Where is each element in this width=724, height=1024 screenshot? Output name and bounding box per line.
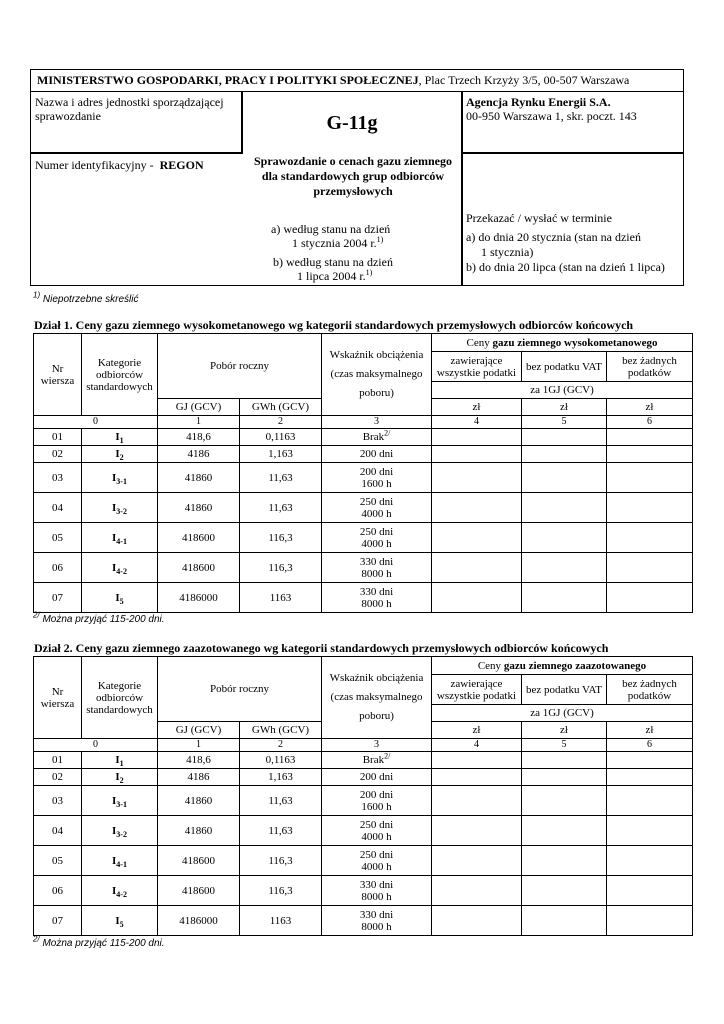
price-no-vat-input[interactable] xyxy=(522,769,607,786)
price-no-taxes-input[interactable] xyxy=(607,446,693,463)
row-gj: 418600 xyxy=(158,846,240,876)
row-category: $I_{3-1}$ xyxy=(82,463,158,493)
col-price-no-vat: bez podatku VAT xyxy=(522,352,607,382)
row-load-factor: 250 dni 4000 h xyxy=(322,493,432,523)
row-load-factor: Brak$^{2/}$ xyxy=(322,429,432,446)
table-row xyxy=(34,493,693,523)
price-no-taxes-input[interactable] xyxy=(607,786,693,816)
row-gwh: 116,3 xyxy=(240,523,322,553)
price-no-vat-input[interactable] xyxy=(522,583,607,613)
price-all-taxes-input[interactable] xyxy=(432,876,522,906)
row-category: $I_{4-1}$ xyxy=(82,523,158,553)
agency: Agencja Rynku Energii S.A. 00-950 Warszawa 1, skr. poczt. 143 xyxy=(466,95,637,123)
row-category: $I_2$ xyxy=(82,769,158,786)
row-gwh: 11,63 xyxy=(240,463,322,493)
row-load-factor: 250 dni 4000 h xyxy=(322,816,432,846)
price-no-vat-input[interactable] xyxy=(522,786,607,816)
row-number: 05 xyxy=(34,846,82,876)
price-no-taxes-input[interactable] xyxy=(607,523,693,553)
price-group-header: Ceny gazu ziemnego zaazotowanego xyxy=(432,657,693,675)
price-no-vat-input[interactable] xyxy=(522,752,607,769)
col-annual-header: Pobór roczny xyxy=(158,657,322,722)
row-number: 07 xyxy=(34,583,82,613)
row-number: 03 xyxy=(34,463,82,493)
col-annual-header: Pobór roczny xyxy=(158,334,322,399)
price-no-taxes-input[interactable] xyxy=(607,816,693,846)
table-row xyxy=(34,876,693,906)
row-load-factor: 200 dni xyxy=(322,446,432,463)
col-price-all-taxes: zawierające wszystkie podatki xyxy=(432,675,522,705)
price-no-taxes-input[interactable] xyxy=(607,846,693,876)
row-gj: 41860 xyxy=(158,493,240,523)
price-no-vat-input[interactable] xyxy=(522,876,607,906)
price-all-taxes-input[interactable] xyxy=(432,523,522,553)
row-load-factor: 200 dni 1600 h xyxy=(322,786,432,816)
price-no-vat-input[interactable] xyxy=(522,816,607,846)
col-nr-header: Nr wiersza xyxy=(34,657,82,739)
row-number: 02 xyxy=(34,769,82,786)
row-gwh: 1163 xyxy=(240,583,322,613)
row-category: $I_5$ xyxy=(82,906,158,936)
row-load-factor: 250 dni 4000 h xyxy=(322,846,432,876)
row-number: 03 xyxy=(34,786,82,816)
row-gwh: 11,63 xyxy=(240,493,322,523)
price-no-vat-input[interactable] xyxy=(522,906,607,936)
row-number: 05 xyxy=(34,523,82,553)
col-index: 4 xyxy=(432,416,522,429)
row-gwh: 0,1163 xyxy=(240,752,322,769)
unit-zl: zł xyxy=(522,399,607,416)
unit-label: Nazwa i adres jednostki sporządzającej sprawozdanie xyxy=(35,95,224,123)
price-all-taxes-input[interactable] xyxy=(432,446,522,463)
state-b: b) według stanu na dzień 1 lipca 2004 r.$^{1)}$ xyxy=(273,255,393,283)
row-category: $I_1$ xyxy=(82,429,158,446)
report-title: Sprawozdanie o cenach gazu ziemnego dla standardowych grup odbiorców przemysłowych xyxy=(254,154,452,198)
row-category: $I_1$ xyxy=(82,752,158,769)
row-load-factor: 330 dni 8000 h xyxy=(322,583,432,613)
price-no-vat-input[interactable] xyxy=(522,446,607,463)
form-header xyxy=(30,69,684,286)
deadline: Przekazać / wysłać w terminie a) do dnia 20 stycznia (stan na dzień 1 stycznia) b) do dnia 20 lipca (stan na dzień 1 lipca) xyxy=(466,211,665,274)
row-gwh: 116,3 xyxy=(240,846,322,876)
col-index: 3 xyxy=(322,739,432,752)
table-row xyxy=(34,463,693,493)
price-no-vat-input[interactable] xyxy=(522,429,607,446)
unit-zl: zł xyxy=(432,399,522,416)
col-index: 1 xyxy=(158,739,240,752)
row-gj: 418600 xyxy=(158,523,240,553)
row-gwh: 1,163 xyxy=(240,446,322,463)
row-gj: 418600 xyxy=(158,553,240,583)
price-table xyxy=(33,333,693,613)
table-row xyxy=(34,752,693,769)
col-index: 3 xyxy=(322,416,432,429)
row-number: 06 xyxy=(34,553,82,583)
price-no-taxes-input[interactable] xyxy=(607,876,693,906)
price-table xyxy=(33,656,693,936)
price-group-header: Ceny gazu ziemnego wysokometanowego xyxy=(432,334,693,352)
row-gj: 4186 xyxy=(158,446,240,463)
per-gj-header: za 1GJ (GCV) xyxy=(432,382,693,399)
col-index: 6 xyxy=(607,739,693,752)
row-number: 01 xyxy=(34,752,82,769)
footnote-2a: $^{2/}$ Można przyjąć 115-200 dni. xyxy=(33,610,165,625)
col-index: 5 xyxy=(522,416,607,429)
price-no-vat-input[interactable] xyxy=(522,553,607,583)
col-index: 0 xyxy=(34,739,158,752)
unit-zl: zł xyxy=(607,722,693,739)
table-row xyxy=(34,816,693,846)
unit-zl: zł xyxy=(522,722,607,739)
col-index: 6 xyxy=(607,416,693,429)
col-gj-header: GJ (GCV) xyxy=(158,399,240,416)
table-row xyxy=(34,523,693,553)
row-gj: 4186000 xyxy=(158,906,240,936)
price-all-taxes-input[interactable] xyxy=(432,846,522,876)
row-category: $I_5$ xyxy=(82,583,158,613)
price-no-taxes-input[interactable] xyxy=(607,583,693,613)
row-gj: 41860 xyxy=(158,463,240,493)
row-load-factor: 250 dni 4000 h xyxy=(322,523,432,553)
row-gwh: 0,1163 xyxy=(240,429,322,446)
row-load-factor: 200 dni 1600 h xyxy=(322,463,432,493)
col-index: 2 xyxy=(240,739,322,752)
table-row xyxy=(34,429,693,446)
row-number: 04 xyxy=(34,816,82,846)
price-no-taxes-input[interactable] xyxy=(607,752,693,769)
col-nr-header: Nr wiersza xyxy=(34,334,82,416)
price-all-taxes-input[interactable] xyxy=(432,906,522,936)
row-load-factor: 330 dni 8000 h xyxy=(322,906,432,936)
row-number: 07 xyxy=(34,906,82,936)
price-all-taxes-input[interactable] xyxy=(432,429,522,446)
col-gwh-header: GWh (GCV) xyxy=(240,399,322,416)
price-no-vat-input[interactable] xyxy=(522,846,607,876)
row-gj: 418,6 xyxy=(158,429,240,446)
price-all-taxes-input[interactable] xyxy=(432,769,522,786)
row-gwh: 116,3 xyxy=(240,553,322,583)
row-gwh: 11,63 xyxy=(240,786,322,816)
price-no-taxes-input[interactable] xyxy=(607,553,693,583)
per-gj-header: za 1GJ (GCV) xyxy=(432,705,693,722)
col-gwh-header: GWh (GCV) xyxy=(240,722,322,739)
price-no-vat-input[interactable] xyxy=(522,523,607,553)
price-no-taxes-input[interactable] xyxy=(607,769,693,786)
row-gj: 4186 xyxy=(158,769,240,786)
col-index: 4 xyxy=(432,739,522,752)
row-gj: 4186000 xyxy=(158,583,240,613)
section-1-title: Dział 1. Ceny gazu ziemnego wysokometanowego wg kategorii standardowych przemysłowych odbiorców końcowych xyxy=(34,318,634,332)
col-index: 2 xyxy=(240,416,322,429)
row-gwh: 1,163 xyxy=(240,769,322,786)
row-number: 06 xyxy=(34,876,82,906)
table-row xyxy=(34,583,693,613)
price-no-vat-input[interactable] xyxy=(522,493,607,523)
row-number: 01 xyxy=(34,429,82,446)
price-all-taxes-input[interactable] xyxy=(432,463,522,493)
table-row xyxy=(34,846,693,876)
price-all-taxes-input[interactable] xyxy=(432,786,522,816)
row-gj: 418,6 xyxy=(158,752,240,769)
row-category: $I_{4-1}$ xyxy=(82,846,158,876)
price-all-taxes-input[interactable] xyxy=(432,816,522,846)
row-category: $I_{3-2}$ xyxy=(82,493,158,523)
price-no-taxes-input[interactable] xyxy=(607,463,693,493)
col-load-header: Wskaźnik obciążenia (czas maksymalnego poboru) xyxy=(322,334,432,416)
row-load-factor: Brak$^{2/}$ xyxy=(322,752,432,769)
row-category: $I_{4-2}$ xyxy=(82,876,158,906)
col-gj-header: GJ (GCV) xyxy=(158,722,240,739)
table-row xyxy=(34,769,693,786)
row-load-factor: 200 dni xyxy=(322,769,432,786)
table-row xyxy=(34,553,693,583)
unit-zl: zł xyxy=(432,722,522,739)
row-gwh: 116,3 xyxy=(240,876,322,906)
col-index: 1 xyxy=(158,416,240,429)
table-row xyxy=(34,446,693,463)
table-row xyxy=(34,906,693,936)
row-gwh: 11,63 xyxy=(240,816,322,846)
price-all-taxes-input[interactable] xyxy=(432,493,522,523)
section-2-title: Dział 2. Ceny gazu ziemnego zaazotowanego wg kategorii standardowych przemysłowych odbiorców końcowych xyxy=(34,641,609,655)
col-category-header: Kategorie odbiorców standardowych xyxy=(82,334,158,416)
price-no-taxes-input[interactable] xyxy=(607,906,693,936)
price-no-taxes-input[interactable] xyxy=(607,493,693,523)
col-price-no-taxes: bez żadnych podatków xyxy=(607,675,693,705)
footnote-2b: $^{2/}$ Można przyjąć 115-200 dni. xyxy=(33,934,165,949)
id-label: Numer identyfikacyjny - REGON xyxy=(35,158,204,172)
row-load-factor: 330 dni 8000 h xyxy=(322,553,432,583)
form-code: G-11g xyxy=(326,112,378,134)
price-all-taxes-input[interactable] xyxy=(432,752,522,769)
row-gj: 41860 xyxy=(158,816,240,846)
col-category-header: Kategorie odbiorców standardowych xyxy=(82,657,158,739)
unit-zl: zł xyxy=(607,399,693,416)
row-gj: 41860 xyxy=(158,786,240,816)
row-gj: 418600 xyxy=(158,876,240,906)
price-no-taxes-input[interactable] xyxy=(607,429,693,446)
price-all-taxes-input[interactable] xyxy=(432,553,522,583)
col-index: 5 xyxy=(522,739,607,752)
col-load-header: Wskaźnik obciążenia (czas maksymalnego poboru) xyxy=(322,657,432,739)
ministry-line: MINISTERSTWO GOSPODARKI, PRACY I POLITYKI SPOŁECZNEJ, Plac Trzech Krzyży 3/5, 00-507 Warszawa xyxy=(31,70,683,92)
row-number: 04 xyxy=(34,493,82,523)
col-price-no-taxes: bez żadnych podatków xyxy=(607,352,693,382)
row-category: $I_{4-2}$ xyxy=(82,553,158,583)
col-index: 0 xyxy=(34,416,158,429)
price-no-vat-input[interactable] xyxy=(522,463,607,493)
row-gwh: 1163 xyxy=(240,906,322,936)
row-category: $I_{3-1}$ xyxy=(82,786,158,816)
table-row xyxy=(34,786,693,816)
row-category: $I_{3-2}$ xyxy=(82,816,158,846)
col-price-all-taxes: zawierające wszystkie podatki xyxy=(432,352,522,382)
footnote-1: $^{1)}$ Niepotrzebne skreślić xyxy=(33,290,139,305)
state-a: a) według stanu na dzień 1 stycznia 2004 r.$^{1)}$ xyxy=(271,222,391,250)
row-number: 02 xyxy=(34,446,82,463)
row-load-factor: 330 dni 8000 h xyxy=(322,876,432,906)
row-category: $I_2$ xyxy=(82,446,158,463)
price-all-taxes-input[interactable] xyxy=(432,583,522,613)
col-price-no-vat: bez podatku VAT xyxy=(522,675,607,705)
